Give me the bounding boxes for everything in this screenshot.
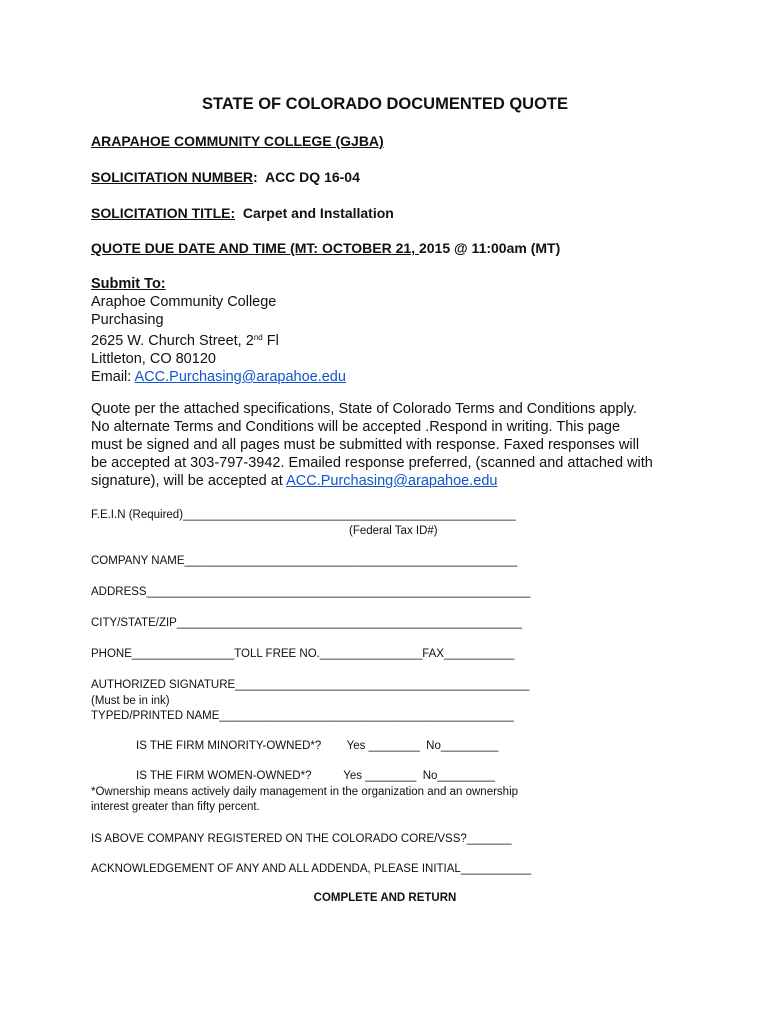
submit-email bbox=[91, 368, 346, 386]
solicitation-title-label: SOLICITATION TITLE: bbox=[91, 205, 236, 221]
submit-city: Littleton, CO 80120 bbox=[91, 351, 216, 367]
minority-owned-field[interactable]: IS THE FIRM MINORITY-OWNED*? Yes ________ No_________ bbox=[136, 740, 499, 752]
addenda-initial-field[interactable]: ACKNOWLEDGEMENT OF ANY AND ALL ADDENDA, PLEASE INITIAL___________ bbox=[91, 863, 532, 875]
fein-field[interactable]: F.E.I.N (Required)____________________________________________________ bbox=[91, 509, 516, 521]
college-heading: ARAPAHOE COMMUNITY COLLEGE (GJBA) bbox=[91, 133, 384, 149]
due-date-underlined: QUOTE DUE DATE AND TIME (MT: OCTOBER 21, bbox=[91, 240, 419, 256]
paragraph-line: Quote per the attached specifications, State of Colorado Terms and Conditions apply. bbox=[91, 401, 637, 417]
company-name-field[interactable]: COMPANY NAME____________________________________________________ bbox=[91, 555, 518, 567]
paragraph-email-link[interactable]: ACC.Purchasing@arapahoe.edu bbox=[286, 473, 498, 489]
address-field[interactable]: ADDRESS____________________________________________________________ bbox=[91, 586, 531, 598]
street-end: Fl bbox=[262, 333, 279, 349]
women-owned-field[interactable]: IS THE FIRM WOMEN-OWNED*? Yes ________ No_________ bbox=[136, 770, 495, 782]
paragraph-line-last bbox=[91, 472, 653, 490]
submit-dept: Purchasing bbox=[91, 312, 164, 328]
street-sup: nd bbox=[253, 333, 263, 342]
paragraph-line: signature), will be accepted at bbox=[91, 473, 287, 489]
submit-block bbox=[91, 275, 346, 386]
complete-and-return: COMPLETE AND RETURN bbox=[313, 892, 457, 904]
ownership-note: *Ownership means actively daily management in the organization and an ownership bbox=[91, 786, 519, 798]
solicitation-number-value: ACC DQ 16-04 bbox=[257, 169, 360, 185]
solicitation-title-value: Carpet and Installation bbox=[235, 205, 394, 221]
ink-note: (Must be in ink) bbox=[91, 695, 170, 707]
due-date-rest: 2015 @ 11:00am (MT) bbox=[418, 240, 561, 256]
page-title: STATE OF COLORADO DOCUMENTED QUOTE bbox=[201, 95, 569, 113]
city-state-zip-field[interactable]: CITY/STATE/ZIP______________________________________________________ bbox=[91, 617, 523, 629]
ownership-note-cont: interest greater than fifty percent. bbox=[91, 801, 260, 813]
paragraph-line: must be signed and all pages must be submitted with response. Faxed responses will bbox=[91, 437, 640, 453]
submit-heading: Submit To: bbox=[91, 276, 166, 292]
solicitation-number-sep: : bbox=[253, 169, 258, 185]
printed-name-field[interactable]: TYPED/PRINTED NAME______________________________________________ bbox=[91, 710, 514, 722]
signature-field[interactable]: AUTHORIZED SIGNATURE______________________________________________ bbox=[91, 679, 530, 691]
solicitation-number-label: SOLICITATION NUMBER bbox=[91, 169, 254, 185]
submit-college: Araphoe Community College bbox=[91, 294, 277, 310]
solicitation-number bbox=[91, 169, 360, 185]
due-date bbox=[91, 240, 560, 256]
street-text: 2625 W. Church Street, 2 bbox=[91, 333, 254, 349]
email-link[interactable]: ACC.Purchasing@arapahoe.edu bbox=[134, 369, 346, 385]
solicitation-title bbox=[91, 205, 394, 221]
paragraph-line: No alternate Terms and Conditions will be accepted .Respond in writing. This page bbox=[91, 419, 621, 435]
phone-fax-field[interactable]: PHONE________________TOLL FREE NO.________________FAX___________ bbox=[91, 648, 515, 660]
instructions-paragraph bbox=[91, 400, 653, 490]
paragraph-line: be accepted at 303-797-3942. Emailed response preferred, (scanned and attached with bbox=[91, 455, 653, 471]
submit-street bbox=[91, 329, 346, 350]
email-label: Email: bbox=[91, 369, 135, 385]
fein-note: (Federal Tax ID#) bbox=[349, 525, 438, 537]
core-registration-field[interactable]: IS ABOVE COMPANY REGISTERED ON THE COLORADO CORE/VSS?_______ bbox=[91, 833, 512, 845]
